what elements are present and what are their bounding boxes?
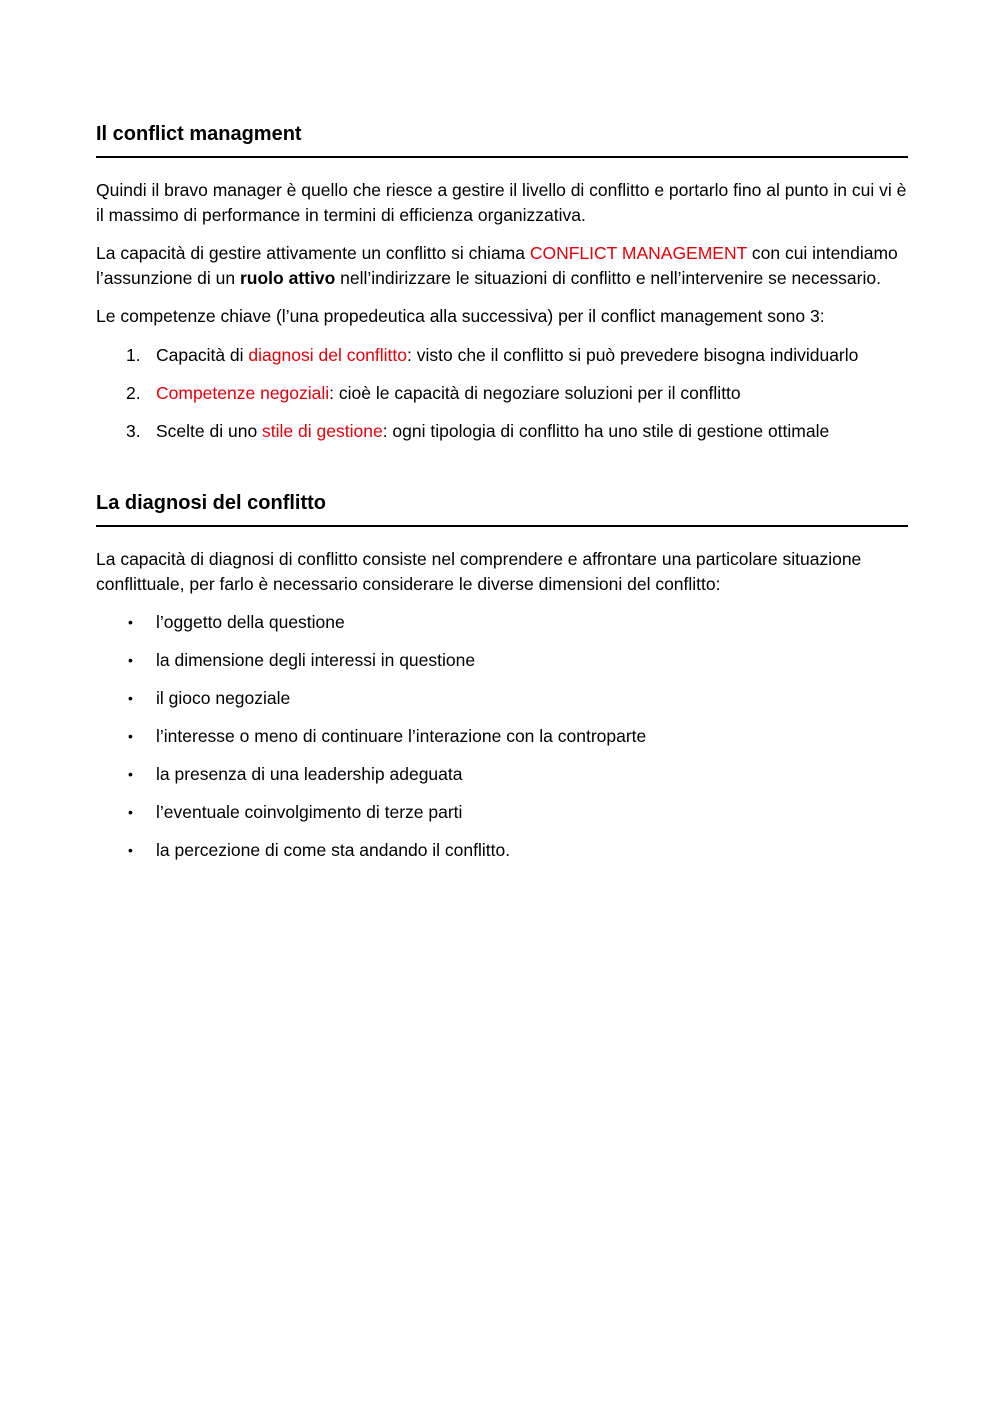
item-text: l’interesse o meno di continuare l’interazione con la controparte [156,726,647,746]
list-number: 2. [126,382,141,403]
list-item [96,724,908,749]
p2-text-mid: con cui intendiamo l’assunzione di un [96,243,898,288]
paragraph-key-competences: Le competenze chiave (l’una propedeutica alla successiva) per il conflict management sono 3: [96,306,825,326]
section-diagnosis [96,487,908,863]
bullet-icon: • [128,652,133,668]
paragraph-good-manager: Quindi il bravo manager è quello che riesce a gestire il livello di conflitto e portarlo fino al punto in cui vi è il massimo di performance in termini di efficienza organizzativa. [96,180,907,225]
list-item [96,648,908,673]
list-item [96,343,908,368]
bullet-icon: • [128,842,133,858]
item-text: la dimensione degli interessi in questione [156,650,476,670]
list-item [96,686,908,711]
section-title-diagnosis: La diagnosi del conflitto [96,492,326,514]
p2-highlight-conflict-management: CONFLICT MANAGEMENT [529,243,747,263]
list-item [96,381,908,406]
list-item [96,419,908,444]
item-highlight: Competenze negoziali [156,382,330,403]
bullet-icon: • [128,614,133,630]
item-text: l’oggetto della questione [156,612,345,632]
p2-bold-ruolo-attivo: ruolo attivo [239,267,336,288]
bullet-icon: • [128,728,133,744]
item-text-after: : ogni tipologia di conflitto ha uno stile di gestione ottimale [382,420,830,441]
bullet-icon: • [128,804,133,820]
item-highlight: stile di gestione [262,420,383,441]
list-item [96,838,908,863]
item-highlight: diagnosi del conflitto [248,344,407,365]
item-text: il gioco negoziale [156,688,291,708]
document-page [96,118,908,876]
item-text-before: Capacità di [156,344,249,365]
list-number: 1. [126,344,141,365]
dimensions-list [96,610,908,863]
item-text-before: Scelte di uno [156,420,263,441]
paragraph-conflict-management-definition [96,241,908,290]
item-text-after: : cioè le capacità di negoziare soluzioni per il conflitto [329,382,741,403]
p2-text-before: La capacità di gestire attivamente un conflitto si chiama [96,243,530,263]
list-number: 3. [126,420,141,441]
list-item [96,800,908,825]
title-underline [96,156,908,158]
item-text: la percezione di come sta andando il conflitto. [156,840,511,860]
title-underline [96,525,908,527]
item-text: la presenza di una leadership adeguata [156,764,463,784]
list-item [96,762,908,787]
section-title-conflict-management: Il conflict managment [96,123,302,145]
item-text: l’eventuale coinvolgimento di terze parti [156,802,463,822]
list-item [96,610,908,635]
paragraph-diagnosis-intro: La capacità di diagnosi di conflitto consiste nel comprendere e affrontare una particolare situazione conflittuale, per farlo è necessario considerare le diverse dimensioni del conflitto: [96,549,862,594]
p2-text-after: nell’indirizzare le situazioni di conflitto e nell’intervenire se necessario. [335,267,881,288]
bullet-icon: • [128,766,133,782]
bullet-icon: • [128,690,133,706]
item-text-after: : visto che il conflitto si può prevedere bisogna individuarlo [407,344,859,365]
competences-list [96,343,908,444]
